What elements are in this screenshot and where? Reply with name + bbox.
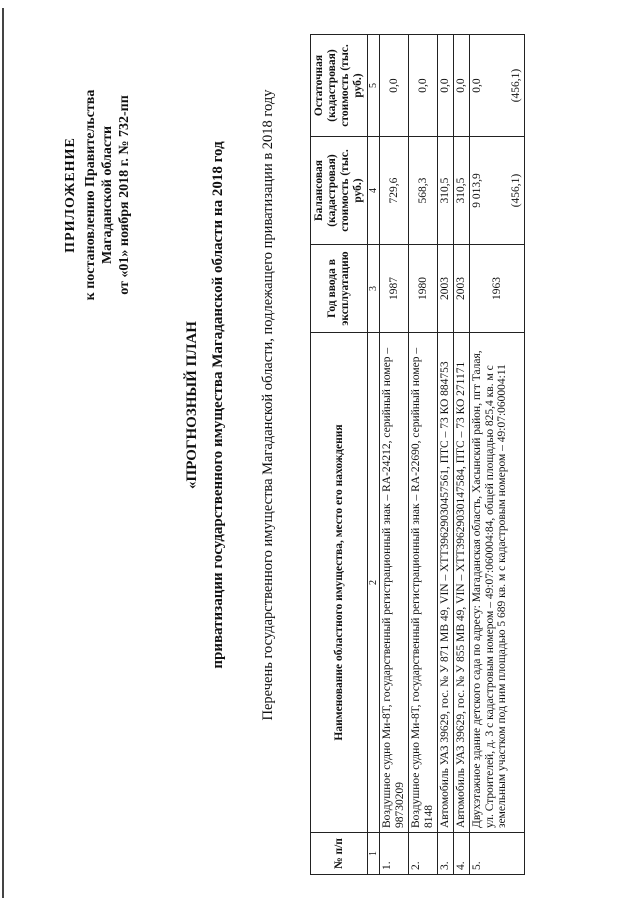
column-number: 2 [368, 333, 380, 833]
appendix-block [62, 45, 133, 345]
table-header-row [311, 35, 368, 875]
residual-value: 0,0 [409, 35, 438, 137]
commission-year: 1987 [380, 245, 409, 333]
plan-title: «ПРОГНОЗНЫЙ ПЛАН [184, 321, 200, 489]
column-number: 5 [368, 35, 380, 137]
appendix-title: ПРИЛОЖЕНИЕ [63, 137, 78, 253]
appendix-line-2: Магаданской области [100, 125, 115, 265]
commission-year: 1963 [470, 245, 525, 333]
appendix-line-1: к постановлению Правительства [83, 89, 98, 301]
residual-value: 0,0 [454, 35, 470, 137]
residual-value: 0,0 [380, 35, 409, 137]
column-number-row [368, 35, 380, 875]
row-number: 1. [380, 833, 409, 875]
balance-value: 568,3 [409, 137, 438, 245]
land-residual-value: (456,1) [510, 68, 522, 103]
header-balance: Балансовая (кадастровая) стоимость (тыс. руб.) [311, 137, 368, 245]
balance-value-cell [470, 137, 525, 245]
appendix-line-3: от «01» ноября 2018 г. № 732-пп [117, 95, 132, 295]
column-number: 4 [368, 137, 380, 245]
commission-year: 1980 [409, 245, 438, 333]
header-residual: Остаточная (кадастровая) стоимость (тыс. руб.) [311, 35, 368, 137]
property-name: Двухэтажное здание детского сада по адресу: Магаданская область, Хасынский район, пгт Талая, ул. Строителей, д. 3 с кадастровым номером – 49:07:060004:84, общей площадью 825,4 кв. м с земельным участком под ним площадью 5 689 кв. м с кадастровым номером – 49:07:060004:11 [470, 333, 525, 833]
privatization-table [310, 34, 525, 875]
balance-value: 310,5 [438, 137, 454, 245]
row-number: 3. [438, 833, 454, 875]
residual-value: 0,0 [438, 35, 454, 137]
table-row [438, 35, 454, 875]
table-row [470, 35, 525, 875]
commission-year: 2003 [438, 245, 454, 333]
balance-value: 310,5 [454, 137, 470, 245]
table-row [409, 35, 438, 875]
residual-value: 0,0 [471, 78, 483, 93]
row-number: 5. [470, 833, 525, 875]
row-number: 4. [454, 833, 470, 875]
land-balance-value: (456,1) [510, 173, 522, 208]
column-number: 3 [368, 245, 380, 333]
header-num: № п/п [311, 833, 368, 875]
balance-value: 729,6 [380, 137, 409, 245]
plan-subtitle: приватизации государственного имущества Магаданской области на 2018 год [210, 141, 226, 669]
list-heading: Перечень государственного имущества Магаданской области, подлежащего приватизации в 2018 году [260, 89, 276, 721]
column-number: 1 [368, 833, 380, 875]
property-name: Автомобиль УАЗ 39629, гос. № У 871 МВ 49, VIN – XTT39629030457561, ПТС – 73 КО 884753 [438, 333, 454, 833]
header-name: Наименование областного имущества, место его нахождения [311, 333, 368, 833]
row-number: 2. [409, 833, 438, 875]
commission-year: 2003 [454, 245, 470, 333]
table-row [454, 35, 470, 875]
balance-value: 9 013,9 [471, 173, 483, 208]
property-name: Воздушное судно Ми-8Т, государственный регистрационный знак – RA-24212, серийный номер – 98730209 [380, 333, 409, 833]
property-name: Воздушное судно Ми-8Т, государственный регистрационный знак – RA-22690, серийный номер – 8148 [409, 333, 438, 833]
table-row [380, 35, 409, 875]
header-year: Год ввода в эксплуатацию [311, 245, 368, 333]
residual-value-cell [470, 35, 525, 137]
property-name: Автомобиль УАЗ 39629, гос. № У 855 МВ 49, VIN – XTT39629030147584, ПТС – 73 КО 271171 [454, 333, 470, 833]
